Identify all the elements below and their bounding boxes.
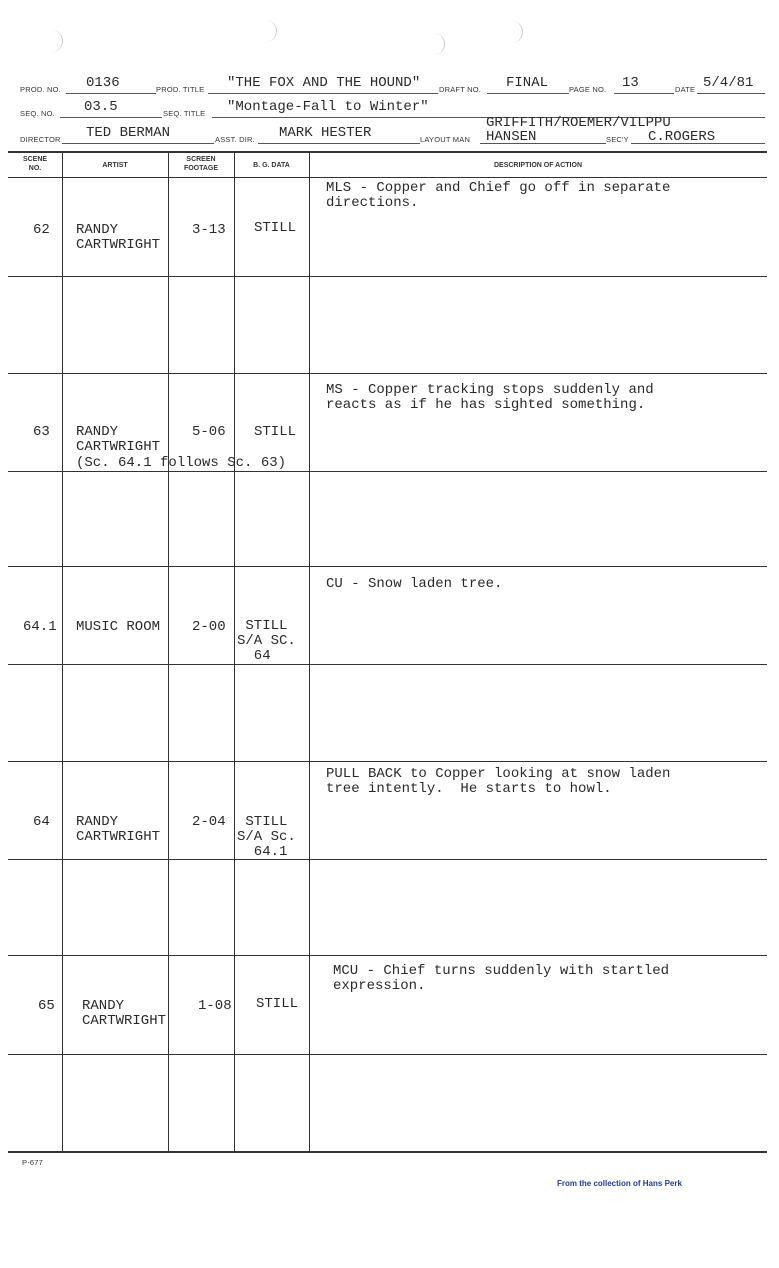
scene-number: 64 (33, 814, 50, 830)
binder-hole (506, 21, 523, 43)
bg-data: STILL (254, 424, 297, 440)
page-no-label: PAGE NO. (569, 85, 607, 94)
prod-title-label: PROD. TITLE (156, 85, 205, 94)
director-label: DIRECTOR (20, 135, 61, 144)
date-value: 5/4/81 (703, 75, 754, 91)
seq-no-value: 03.5 (84, 99, 118, 115)
screen-footage: 2-00 (192, 619, 226, 635)
collection-credit: From the collection of Hans Perk (557, 1179, 682, 1188)
col-header-bg-data: B. G. DATA (253, 162, 290, 169)
bg-data: STILL (256, 996, 299, 1012)
screen-footage: 5-06 (192, 424, 226, 440)
action-description: MS - Copper tracking stops suddenly and reacts as if he has sighted something. (326, 382, 654, 413)
artist-name: MUSIC ROOM (76, 619, 161, 635)
draft-no-label: DRAFT NO. (439, 85, 482, 94)
form-number: P-677 (22, 1158, 44, 1167)
artist-name: RANDY CARTWRIGHT (76, 814, 161, 845)
col-header-scene-no: SCENE NO. (22, 156, 48, 172)
binder-hole (260, 20, 277, 42)
layout-man-value-line2: HANSEN (486, 129, 537, 145)
scene-number: 63 (33, 424, 50, 440)
bg-data: STILL S/A Sc. 64.1 (237, 814, 296, 860)
action-description: MLS - Copper and Chief go off in separate directions. (326, 180, 671, 211)
artist-name: RANDY CARTWRIGHT (76, 222, 161, 253)
artist-name: RANDY CARTWRIGHT (76, 424, 161, 455)
scene-number: 62 (33, 222, 50, 238)
date-label: DATE (675, 85, 696, 94)
col-header-screen-footage: SCREEN FOOTAGE (183, 156, 219, 172)
bg-data: STILL (254, 220, 297, 236)
screen-footage: 1-08 (198, 998, 232, 1014)
seq-no-label: SEQ. NO. (20, 109, 55, 118)
prod-no-value: 0136 (86, 75, 120, 91)
page-no-value: 13 (622, 75, 639, 91)
seq-title-label: SEQ. TITLE (163, 109, 206, 118)
prod-title-value: "THE FOX AND THE HOUND" (227, 75, 421, 91)
secy-label: SEC'Y (606, 135, 629, 144)
asst-dir-value: MARK HESTER (279, 125, 372, 141)
draft-no-value: FINAL (506, 75, 549, 91)
layout-man-label: LAYOUT MAN (420, 135, 471, 144)
col-header-description: DESCRIPTION OF ACTION (493, 162, 583, 169)
action-description: MCU - Chief turns suddenly with startled expression. (333, 963, 670, 994)
prod-no-label: PROD. NO. (20, 85, 61, 94)
artist-name: RANDY CARTWRIGHT (82, 998, 167, 1029)
secy-value: C.ROGERS (648, 129, 716, 145)
bg-data: STILL S/A SC. 64 (237, 618, 296, 664)
screen-footage: 3-13 (192, 222, 226, 238)
scene-number: 65 (38, 998, 55, 1014)
scene-number: 64.1 (23, 619, 57, 635)
sequence-note: (Sc. 64.1 follows Sc. 63) (76, 455, 287, 471)
action-description: CU - Snow laden tree. (326, 576, 503, 592)
binder-hole (428, 33, 445, 55)
screen-footage: 2-04 (192, 814, 226, 830)
col-header-artist: ARTIST (102, 162, 128, 169)
layout-man-value-line1: GRIFFITH/ROEMER/VILPPU (486, 115, 671, 131)
asst-dir-label: ASST. DIR. (215, 135, 255, 144)
director-value: TED BERMAN (86, 125, 171, 141)
seq-title-value: "Montage-Fall to Winter" (227, 99, 429, 115)
binder-hole (46, 30, 63, 52)
action-description: PULL BACK to Copper looking at snow laden tree intently. He starts to howl. (326, 766, 671, 797)
